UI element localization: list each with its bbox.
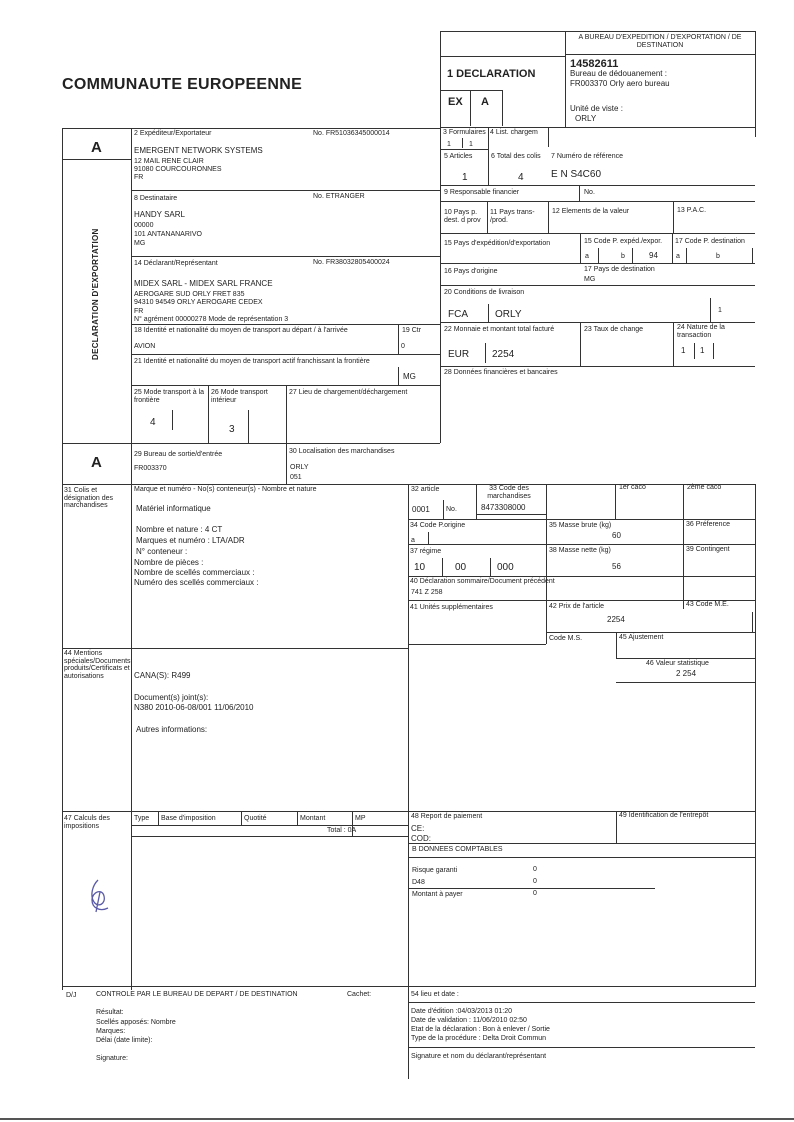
box17-label: 17 Pays de destination	[584, 266, 655, 273]
box20-label: 20 Conditions de livraison	[444, 289, 525, 296]
calc-cod: COD:	[411, 834, 431, 843]
box25-value: 4	[150, 417, 156, 428]
box22-amount: 2254	[492, 349, 515, 360]
calc-col-base: Base d'imposition	[161, 815, 216, 822]
footer-marques: Marques:	[96, 1028, 126, 1035]
box24-value2: 1	[700, 346, 705, 355]
box37-value1: 10	[414, 562, 426, 573]
box39-label: 39 Contingent	[686, 546, 730, 553]
declarant-country: FR	[134, 308, 144, 315]
bureau-label: Bureau de dédouanement :	[570, 69, 667, 78]
goods-line4: Nombre de pièces :	[134, 558, 204, 567]
box26-value: 3	[229, 424, 235, 435]
visite-value: ORLY	[575, 114, 597, 123]
box49-label: 49 Identification de l'entrepôt	[619, 812, 709, 819]
calc-col-quotite: Quotité	[244, 815, 267, 822]
box41-label: 41 Unités supplémentaires	[410, 604, 493, 611]
box37-value2: 00	[455, 562, 467, 573]
box5-value: 1	[462, 172, 468, 183]
declaration-type-ex: EX	[448, 96, 463, 108]
box7-value: E N S4C60	[551, 169, 602, 180]
box18-value: AVION	[134, 343, 156, 350]
box19-label: 19 Ctr	[402, 327, 422, 334]
box3-label: 3 Formulaires	[443, 129, 486, 136]
declarant-agrement: N° agrément 00000278 Mode de représentation 3	[134, 316, 289, 323]
box34-a: a	[411, 537, 415, 544]
calc-ce: CE:	[411, 824, 425, 833]
goods-line6: Numéro des scellés commerciaux :	[134, 578, 259, 587]
box35-value: 60	[612, 531, 621, 540]
box54-label: 54 lieu et date :	[411, 991, 459, 998]
box15a-b: b	[621, 253, 625, 260]
box13-label: 13 P.A.C.	[677, 207, 707, 214]
footer-delai: Délai (date limite):	[96, 1037, 153, 1044]
box33-value: 8473308000	[481, 503, 526, 512]
box6-label: 6 Total des colis	[491, 153, 541, 160]
consignee-address1: 00000	[134, 222, 154, 229]
codems-label: Code M.S.	[549, 635, 583, 642]
declaration-vertical-label: DECLARATION D'EXPORTATION	[91, 228, 100, 360]
box24-value1: 1	[681, 346, 686, 355]
exporter-name: EMERGENT NETWORK SYSTEMS	[134, 146, 263, 155]
box20-value1: FCA	[448, 309, 468, 320]
box42-label: 42 Prix de l'article	[549, 603, 605, 610]
risque-label: Risque garanti	[412, 867, 458, 874]
goods-line5: Nombre de scellés commerciaux :	[134, 568, 255, 577]
mentions-docs-label: Document(s) joint(s):	[134, 693, 209, 702]
goods-description: Matériel informatique	[136, 504, 211, 513]
box12-label: 12 Elements de la valeur	[552, 208, 630, 215]
box47-label: 47 Calculs des impositions	[64, 815, 110, 830]
goods-line2: Marques et numéro : LTA/ADR	[136, 536, 245, 545]
goods-line3: N° conteneur :	[136, 547, 188, 556]
box23-label: 23 Taux de change	[584, 326, 644, 333]
box5-label: 5 Articles	[444, 153, 473, 160]
box32-no: No.	[446, 506, 457, 513]
box7-label: 7 Numéro de référence	[551, 153, 623, 160]
footer-resultat: Résultat:	[96, 1009, 124, 1016]
exporter-number: No. FR51036345000014	[313, 130, 390, 137]
box24-label: 24 Nature de la transaction	[677, 324, 725, 339]
consignee-address2: 101 ANTANANARIVO	[134, 231, 202, 238]
box11-label: 11 Pays trans- /prod.	[490, 209, 535, 224]
box32-value: 0001	[412, 505, 430, 514]
box17a-label: 17 Code P. destination	[675, 238, 745, 245]
footer-validation: Date de validation : 11/06/2010 02:50	[411, 1017, 527, 1024]
accounting-label: B DONNEES COMPTABLES	[412, 846, 503, 853]
box32-label: 32 article	[411, 486, 440, 493]
box3-value-a: 1	[447, 141, 451, 148]
box20-value3: 1	[718, 307, 722, 314]
declaration-reference: 14582611	[570, 58, 619, 70]
box37-label: 37 régime	[410, 548, 442, 555]
bureau-value: FR003370 Orly aero bureau	[570, 79, 670, 88]
box9-no: No.	[584, 189, 595, 196]
footer-scelles: Scellés apposés: Nombre	[96, 1019, 176, 1026]
mentions-autres: Autres informations:	[136, 725, 208, 734]
footer-procedure: Type de la procédure : Delta Droit Commun	[411, 1035, 547, 1042]
box18-label: 18 Identité et nationalité du moyen de transport au départ / à l'arrivée	[134, 327, 348, 334]
montant-value: 0	[533, 890, 537, 897]
footer-dj: D/J	[66, 992, 77, 999]
copy-letter-top: A	[91, 139, 102, 156]
mentions-docs-value: N380 2010-06-08/001 11/06/2010	[134, 703, 254, 712]
box38-value: 56	[612, 562, 621, 571]
visite-label: Unité de viste :	[570, 104, 623, 113]
montant-label: Montant à payer	[412, 891, 463, 898]
declarant-label: 14 Déclarant/Représentant	[134, 260, 218, 267]
box20-value2: ORLY	[495, 309, 522, 320]
box4-label: 4 List. chargem	[490, 129, 538, 136]
caco1-label: 1er caco	[619, 484, 646, 491]
box27-label: 27 Lieu de chargement/déchargement	[289, 389, 408, 396]
box17-value: MG	[584, 276, 596, 283]
box35-label: 35 Masse brute (kg)	[549, 522, 612, 529]
box16-label: 16 Pays d'origine	[444, 268, 498, 275]
calc-col-mp: MP	[355, 815, 366, 822]
box31-label: 31 Colis et désignation des marchandises	[64, 487, 114, 510]
declarant-address2: 94310 94549 ORLY AEROGARE CEDEX	[134, 299, 263, 306]
handwritten-initials	[86, 878, 112, 916]
box15a-value: 94	[649, 251, 658, 260]
box9-label: 9 Responsable financier	[444, 189, 520, 196]
consignee-country: MG	[134, 240, 146, 247]
consignee-label: 8 Destinataire	[134, 195, 178, 202]
box30-label: 30 Localisation des marchandises	[289, 448, 395, 455]
calc-col-montant: Montant	[300, 815, 326, 822]
box40-value: 741 Z 258	[411, 589, 443, 596]
risque-value: 0	[533, 866, 537, 873]
box17a-a: a	[676, 253, 680, 260]
marks-label: Marque et numéro - No(s) conteneur(s) - Nombre et nature	[134, 486, 317, 493]
box48-label: 48 Report de paiement	[411, 813, 483, 820]
box45-label: 45 Ajustement	[619, 634, 664, 641]
box22-label: 22 Monnaie et montant total facturé	[444, 326, 555, 333]
footer-edition: Date d'édition :04/03/2013 01:20	[411, 1008, 512, 1015]
goods-line1: Nombre et nature : 4 CT	[136, 525, 223, 534]
exporter-label: 2 Expéditeur/Exportateur	[134, 130, 212, 137]
box19-value: 0	[401, 343, 405, 350]
box10-label: 10 Pays p. dest. d prov	[444, 209, 481, 224]
box36-label: 36 Préference	[686, 521, 730, 528]
box21-value: MG	[403, 372, 416, 381]
exporter-address1: 12 MAIL RENE CLAIR	[134, 158, 204, 165]
box40-label: 40 Déclaration sommaire/Document précédent	[410, 578, 555, 585]
declarant-address1: AEROGARE SUD ORLY FRET 835	[134, 291, 245, 298]
calc-col-type: Type	[134, 815, 150, 822]
box29-label: 29 Bureau de sortie/d'entrée	[134, 451, 223, 458]
box6-value: 4	[518, 172, 524, 183]
box21-label: 21 Identité et nationalité du moyen de transport actif franchissant la frontière	[134, 358, 370, 365]
box46-value: 2 254	[676, 669, 697, 678]
box15a-a: a	[585, 253, 589, 260]
box33-label: 33 Code des marchandises	[487, 485, 531, 500]
consignee-name: HANDY SARL	[134, 210, 185, 219]
box42-value: 2254	[607, 615, 625, 624]
declarant-number: No. FR38032805400024	[313, 259, 390, 266]
footer-cachet: Cachet:	[347, 991, 372, 998]
box30-value2: 051	[290, 474, 302, 481]
office-box-title: A BUREAU D'EXPEDITION / D'EXPORTATION / DE DESTINATION	[578, 34, 742, 49]
box28-label: 28 Données financières et bancaires	[444, 369, 558, 376]
d48-label: D48	[412, 879, 425, 886]
box17a-b: b	[716, 253, 720, 260]
box37-value3: 000	[497, 562, 514, 573]
mentions-cana: CANA(S): R499	[134, 671, 191, 680]
exporter-country: FR	[134, 174, 144, 181]
declaration-label: 1 DECLARATION	[447, 68, 536, 80]
d48-value: 0	[533, 878, 537, 885]
caco2-label: 2ème caco	[687, 484, 722, 491]
footer-etat: Etat de la déclaration : Bon à enlever / Sortie	[411, 1026, 550, 1033]
box46-label: 46 Valeur statistique	[646, 660, 709, 667]
box43-label: 43 Code M.E.	[686, 601, 729, 608]
box22-currency: EUR	[448, 349, 470, 360]
calc-total: Total : 0A	[327, 827, 357, 834]
box3-value-b: 1	[469, 141, 473, 148]
declarant-name: MIDEX SARL - MIDEX SARL FRANCE	[134, 279, 273, 288]
form-title: COMMUNAUTE EUROPEENNE	[62, 76, 303, 93]
footer-signature: Signature:	[96, 1055, 128, 1062]
copy-letter-bottom: A	[91, 454, 102, 471]
footer-signature-declarant: Signature et nom du déclarant/représentant	[411, 1053, 547, 1060]
box29-value: FR003370	[134, 465, 167, 472]
consignee-number: No. ETRANGER	[313, 193, 365, 200]
exporter-address2: 91080 COURCOURONNES	[134, 166, 222, 173]
box26-label: 26 Mode transport intérieur	[211, 389, 268, 404]
box44-label: 44 Mentions spéciales/Documents produits/Certificats et autorisations	[64, 650, 131, 681]
box15-label: 15 Pays d'expédition/d'exportation	[444, 240, 551, 247]
box30-value1: ORLY	[290, 464, 309, 471]
box25-label: 25 Mode transport à la frontière	[134, 389, 205, 404]
box15a-label: 15 Code P. expéd./expor.	[584, 238, 663, 245]
footer-controle: CONTROLE PAR LE BUREAU DE DEPART / DE DESTINATION	[96, 991, 298, 998]
box38-label: 38 Masse nette (kg)	[549, 547, 611, 554]
box34-label: 34 Code P.origine	[410, 522, 466, 529]
declaration-type-a: A	[481, 96, 489, 108]
